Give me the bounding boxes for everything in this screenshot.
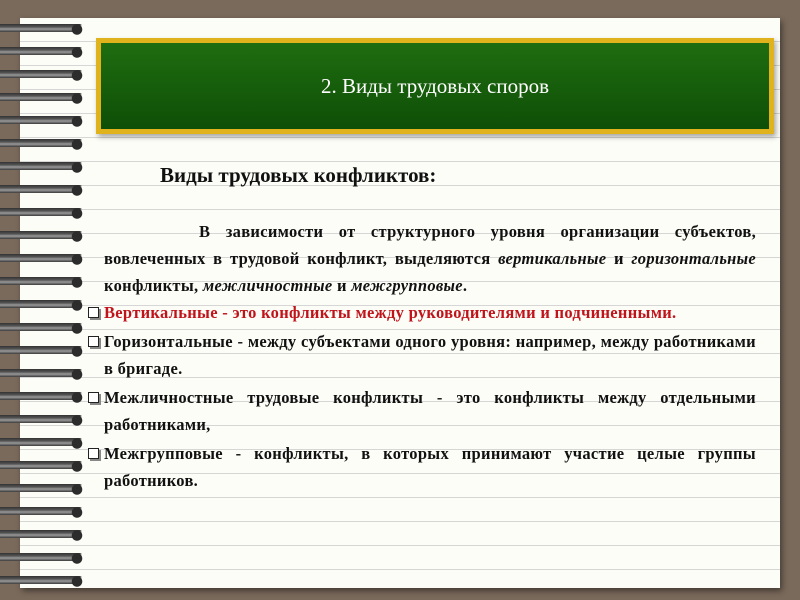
intro-text: В зависимости от структурного уровня организации субъектов, вовлеченных в трудовой конфликт, выделяются — [104, 222, 756, 268]
intro-term-intergroup: межгрупповые — [351, 276, 463, 295]
slide-title: 2. Виды трудовых споров — [320, 73, 550, 98]
binding-holes — [70, 18, 84, 588]
checkbox-bullet-icon — [88, 307, 99, 318]
intro-text: конфликты, — [104, 276, 203, 295]
intro-text: и — [332, 276, 352, 295]
checkbox-bullet-icon — [88, 392, 99, 403]
checkbox-bullet-icon — [88, 336, 99, 347]
bullet-text: Вертикальные - это конфликты между руководителями и подчиненными. — [104, 303, 677, 322]
intro-term-interpersonal: межличностные — [202, 276, 333, 295]
bullet-horizontal — [84, 328, 756, 382]
slide-body — [84, 218, 756, 494]
title-banner — [96, 38, 774, 134]
intro-term-vertical: вертикальные — [498, 249, 607, 268]
bullet-text: Межгрупповые - конфликты, в которых принимают участие целые группы работников. — [104, 444, 756, 490]
bullet-text: Горизонтальные - между субъектами одного уровня: например, между работниками в бригаде. — [104, 332, 756, 378]
intro-paragraph — [84, 218, 756, 299]
checkbox-bullet-icon — [88, 448, 99, 459]
bullet-vertical — [84, 299, 756, 326]
intro-term-horizontal: горизонтальные — [631, 249, 756, 268]
bullet-interpersonal — [84, 384, 756, 438]
section-heading: Виды трудовых конфликтов: — [160, 163, 437, 187]
intro-text: и — [606, 249, 632, 268]
bullet-intergroup — [84, 440, 756, 494]
intro-text: . — [462, 276, 468, 295]
bullet-text: Межличностные трудовые конфликты - это конфликты между отдельными работниками, — [104, 388, 756, 434]
